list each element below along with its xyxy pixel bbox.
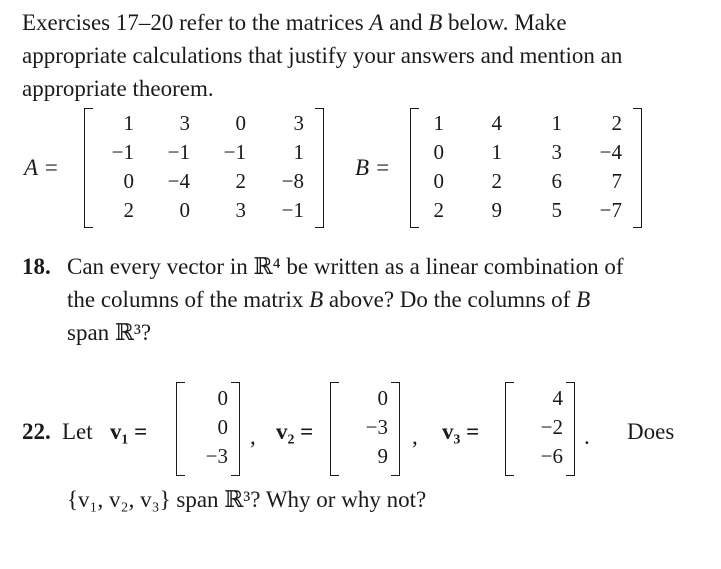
matrix-b-label-text: B = bbox=[355, 155, 391, 180]
q18-line-1 bbox=[67, 250, 707, 283]
q18-var-b: B bbox=[309, 287, 324, 312]
matrix-a-label: A = bbox=[24, 155, 59, 180]
matrix-a-right-bracket bbox=[315, 108, 324, 228]
matrix-cell: 0 bbox=[123, 169, 134, 193]
intro-paragraph bbox=[22, 6, 702, 105]
matrix-cell: 2 bbox=[123, 198, 134, 222]
matrix-cell: 1 bbox=[293, 140, 304, 164]
vector-cell: 0 bbox=[217, 415, 228, 439]
matrix-b-label bbox=[355, 155, 390, 181]
vector-cell: −3 bbox=[365, 415, 388, 439]
vector-v3 bbox=[505, 382, 575, 478]
q18-number: 18. bbox=[22, 254, 51, 279]
matrix-cell: 9 bbox=[491, 198, 502, 222]
period: . bbox=[584, 424, 590, 449]
vector-cell: 4 bbox=[552, 386, 563, 410]
q18-line-3: span ℝ³? bbox=[67, 320, 152, 345]
v3-right-bracket bbox=[566, 382, 575, 476]
matrix-b bbox=[410, 108, 642, 230]
matrix-cell: 3 bbox=[235, 198, 246, 222]
matrix-cell: 2 bbox=[491, 169, 502, 193]
intro-text-1: Exercises 17–20 refer to the matrices bbox=[22, 10, 364, 35]
matrix-cell: −1 bbox=[111, 140, 134, 164]
intro-line-1 bbox=[22, 6, 702, 39]
matrix-cell: 1 bbox=[491, 140, 502, 164]
matrix-cell: 1 bbox=[551, 111, 562, 135]
q18-text bbox=[67, 250, 707, 349]
matrix-cell: 3 bbox=[551, 140, 562, 164]
vector-cell: −3 bbox=[205, 444, 228, 468]
matrix-cell: 1 bbox=[433, 111, 444, 135]
q22-line-2: {v₁, v₂, v₃} span ℝ³? Why or why not? bbox=[67, 487, 427, 512]
v2-label: v₂ = bbox=[276, 419, 314, 444]
v3-left-bracket bbox=[505, 382, 514, 476]
matrix-cell: 3 bbox=[179, 111, 190, 135]
matrix-cell: 1 bbox=[123, 111, 134, 135]
vector-cell: 0 bbox=[377, 386, 388, 410]
vector-v2 bbox=[330, 382, 400, 478]
matrix-cell: −1 bbox=[167, 140, 190, 164]
q22-let: Let bbox=[62, 419, 93, 444]
q18-line-2-a: the columns of the matrix bbox=[67, 287, 304, 312]
vector-cell: −6 bbox=[540, 444, 563, 468]
matrix-cell: 6 bbox=[551, 169, 562, 193]
q22-does: Does bbox=[627, 419, 675, 444]
q22-number: 22. bbox=[22, 419, 51, 444]
q18-line-2 bbox=[67, 283, 707, 316]
matrix-cell: 0 bbox=[235, 111, 246, 135]
intro-line-3: appropriate theorem. bbox=[22, 76, 214, 101]
q18-line-2-b: above? Do the columns of bbox=[328, 287, 571, 312]
comma-2: , bbox=[412, 424, 418, 449]
matrix-a-left-bracket bbox=[84, 108, 93, 228]
matrix-b-right-bracket bbox=[633, 108, 642, 228]
matrix-cell: −7 bbox=[599, 198, 622, 222]
intro-and: and bbox=[389, 10, 423, 35]
matrix-cell: 0 bbox=[179, 198, 190, 222]
matrix-cell: −1 bbox=[223, 140, 246, 164]
vector-cell: 9 bbox=[377, 444, 388, 468]
v3-label: v₃ = bbox=[442, 419, 480, 444]
intro-var-a: A bbox=[369, 10, 384, 35]
matrix-cell: 2 bbox=[611, 111, 622, 135]
matrix-cell: 3 bbox=[293, 111, 304, 135]
v1-left-bracket bbox=[176, 382, 185, 476]
v2-right-bracket bbox=[391, 382, 400, 476]
matrix-cell: 4 bbox=[491, 111, 502, 135]
matrix-cell: 2 bbox=[235, 169, 246, 193]
matrix-cell: −1 bbox=[281, 198, 304, 222]
intro-var-b: B bbox=[428, 10, 443, 35]
v1-label: v₁ = bbox=[110, 419, 148, 444]
matrix-cell: −8 bbox=[281, 169, 304, 193]
vector-v1 bbox=[176, 382, 240, 478]
matrix-cell: −4 bbox=[167, 169, 190, 193]
v1-right-bracket bbox=[231, 382, 240, 476]
matrix-cell: −4 bbox=[599, 140, 622, 164]
matrix-cell: 7 bbox=[611, 169, 622, 193]
comma-1: , bbox=[250, 424, 256, 449]
q18-var-b-2: B bbox=[576, 287, 591, 312]
intro-line-2: appropriate calculations that justify your answers and mention an bbox=[22, 43, 623, 68]
matrix-cell: 5 bbox=[551, 198, 562, 222]
matrix-a bbox=[84, 108, 324, 230]
matrix-cell: 2 bbox=[433, 198, 444, 222]
q18-r4: ℝ⁴ bbox=[253, 254, 281, 279]
matrix-cell: 0 bbox=[433, 169, 444, 193]
q18-line-1-b: be written as a linear combination of bbox=[286, 254, 624, 279]
intro-text-1-end: below. Make bbox=[448, 10, 567, 35]
q18-line-1-a: Can every vector in bbox=[67, 254, 248, 279]
v2-left-bracket bbox=[330, 382, 339, 476]
vector-cell: −2 bbox=[540, 415, 563, 439]
vector-cell: 0 bbox=[217, 386, 228, 410]
matrix-cell: 0 bbox=[433, 140, 444, 164]
